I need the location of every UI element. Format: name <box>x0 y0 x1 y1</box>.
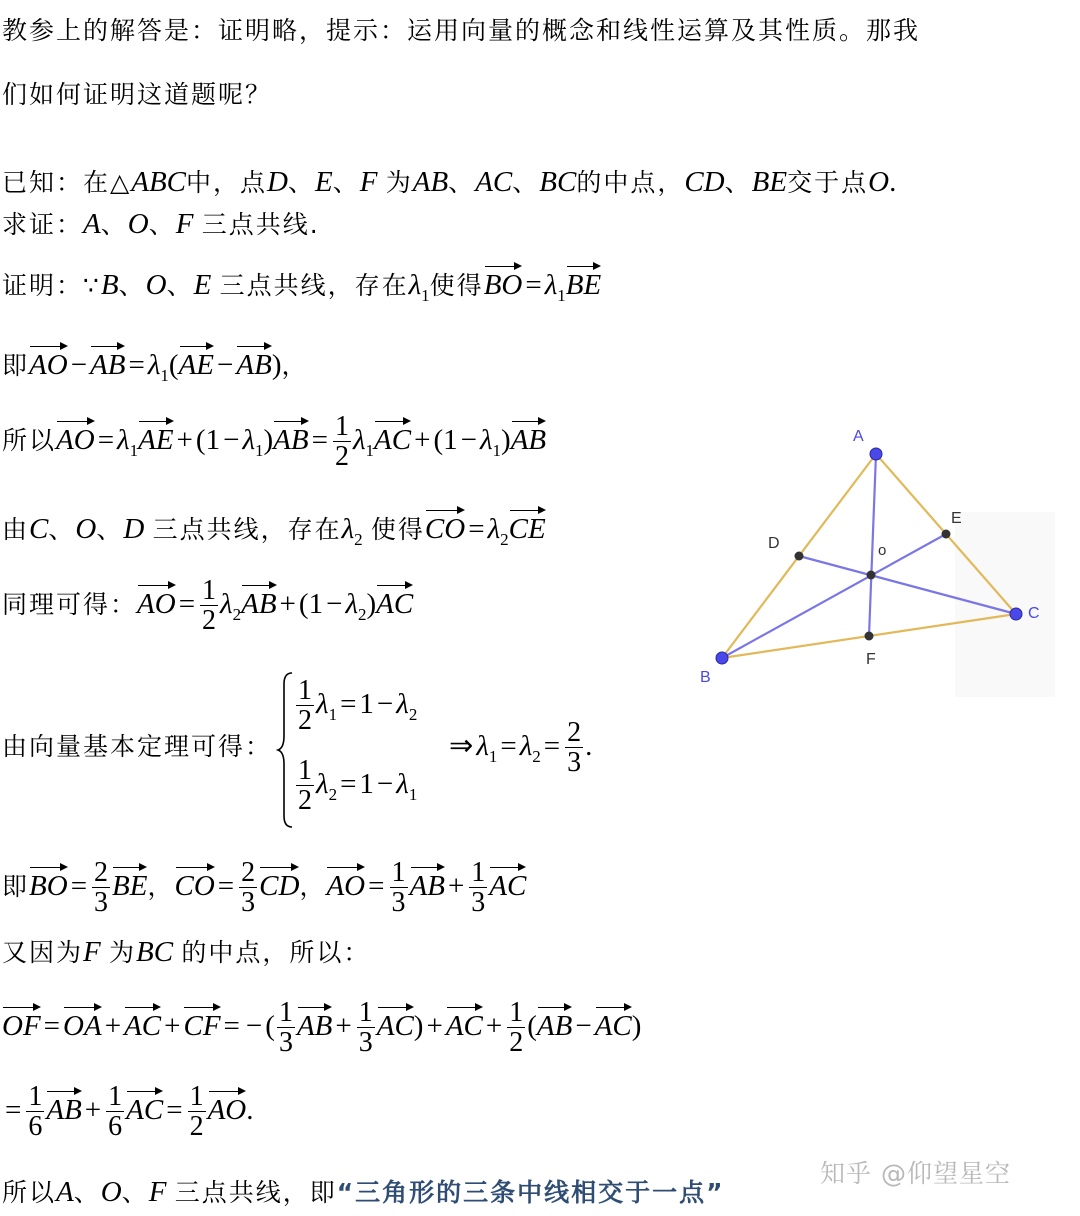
proof-line-2: 即AO − AB = $\lambda_1(AE - AB)$， <box>2 342 309 384</box>
label-c: C <box>1028 605 1040 622</box>
watermark: 知乎 @仰望星空 <box>820 1159 1011 1188</box>
figure-shade <box>955 512 1055 697</box>
of-line: OF = OA + AC + CF = − ( $\frac{1}{3}$ AB + $\frac{1}{3}$ AC) + AC + $\frac{1}{2}$ (AB − AC) <box>2 997 642 1059</box>
label-a: A <box>853 428 864 445</box>
midpoint-e <box>942 530 951 539</box>
label-e: E <box>951 510 962 527</box>
results-line: 即BO = $\frac{2}{3}$ BE，CO = $\frac{2}{3}$ CD，AO = $\frac{1}{3}$ AB + $\frac{1}{3}$ AC <box>2 857 527 919</box>
system-result: ⇒ $\lambda_1 = \lambda_2$ = $\frac{2}{3}$ . <box>449 717 593 779</box>
conclusion-line: 所以A、O、F 三点共线，即“三角形的三条中线相交于一点” <box>2 1176 725 1208</box>
prove-line: 求证：A、O、F 三点共线. <box>2 208 320 240</box>
label-b: B <box>700 669 711 686</box>
vertex-b <box>716 652 728 664</box>
centroid-o <box>867 571 876 580</box>
of-result-line: = $\frac{1}{6}$ AB + $\frac{1}{6}$ AC = $\frac{1}{2}$ AO. <box>5 1081 254 1143</box>
proof-line-3: 所以AO = $\lambda_1AE + (1 - \lambda_1)AB$ = $\frac{1}{2}$ $\lambda_1AC + (1 - \lambda_1)AB$ <box>2 411 547 473</box>
system-eq-2: $\frac{1}{2}$ $\lambda_2 = 1 - \lambda_1$ <box>298 755 418 817</box>
triangle-figure <box>690 420 1070 700</box>
left-brace <box>276 670 296 830</box>
given-line: 已知：在△ABC中，点D、E、F 为AB、AC、BC的中点，CD、BE交于点O. <box>2 166 897 198</box>
label-f: F <box>866 651 876 668</box>
midpoint-f <box>865 632 874 641</box>
label-o: o <box>878 542 887 559</box>
intro-line-1: 教参上的解答是：证明略，提示：运用向量的概念和线性运算及其性质。那我 <box>2 16 921 45</box>
highlighted-quote: “三角形的三条中线相交于一点” <box>336 1178 725 1207</box>
system-eq-1: $\frac{1}{2}$ $\lambda_1 = 1 - \lambda_2$ <box>298 675 418 737</box>
vertex-a <box>870 448 882 460</box>
proof-line-1: 证明：∵B、O、E 三点共线，存在$\lambda_1$使得BO = $\lambda_1BE$ <box>2 262 601 304</box>
vertex-c <box>1010 608 1022 620</box>
because-line: 又因为F 为BC 的中点，所以： <box>2 936 371 968</box>
theorem-label: 由向量基本定理可得： <box>2 732 273 761</box>
proof-line-4: 由C、O、D 三点共线，存在$\lambda_2$ 使得CO = $\lambda_2CE$ <box>2 506 546 548</box>
label-d: D <box>768 535 780 552</box>
intro-line-2: 们如何证明这道题呢？ <box>2 80 273 109</box>
midpoint-d <box>795 552 804 561</box>
proof-line-5: 同理可得：AO = $\frac{1}{2}$ $\lambda_2AB + (1 - \lambda_2)AC$ <box>2 575 414 637</box>
